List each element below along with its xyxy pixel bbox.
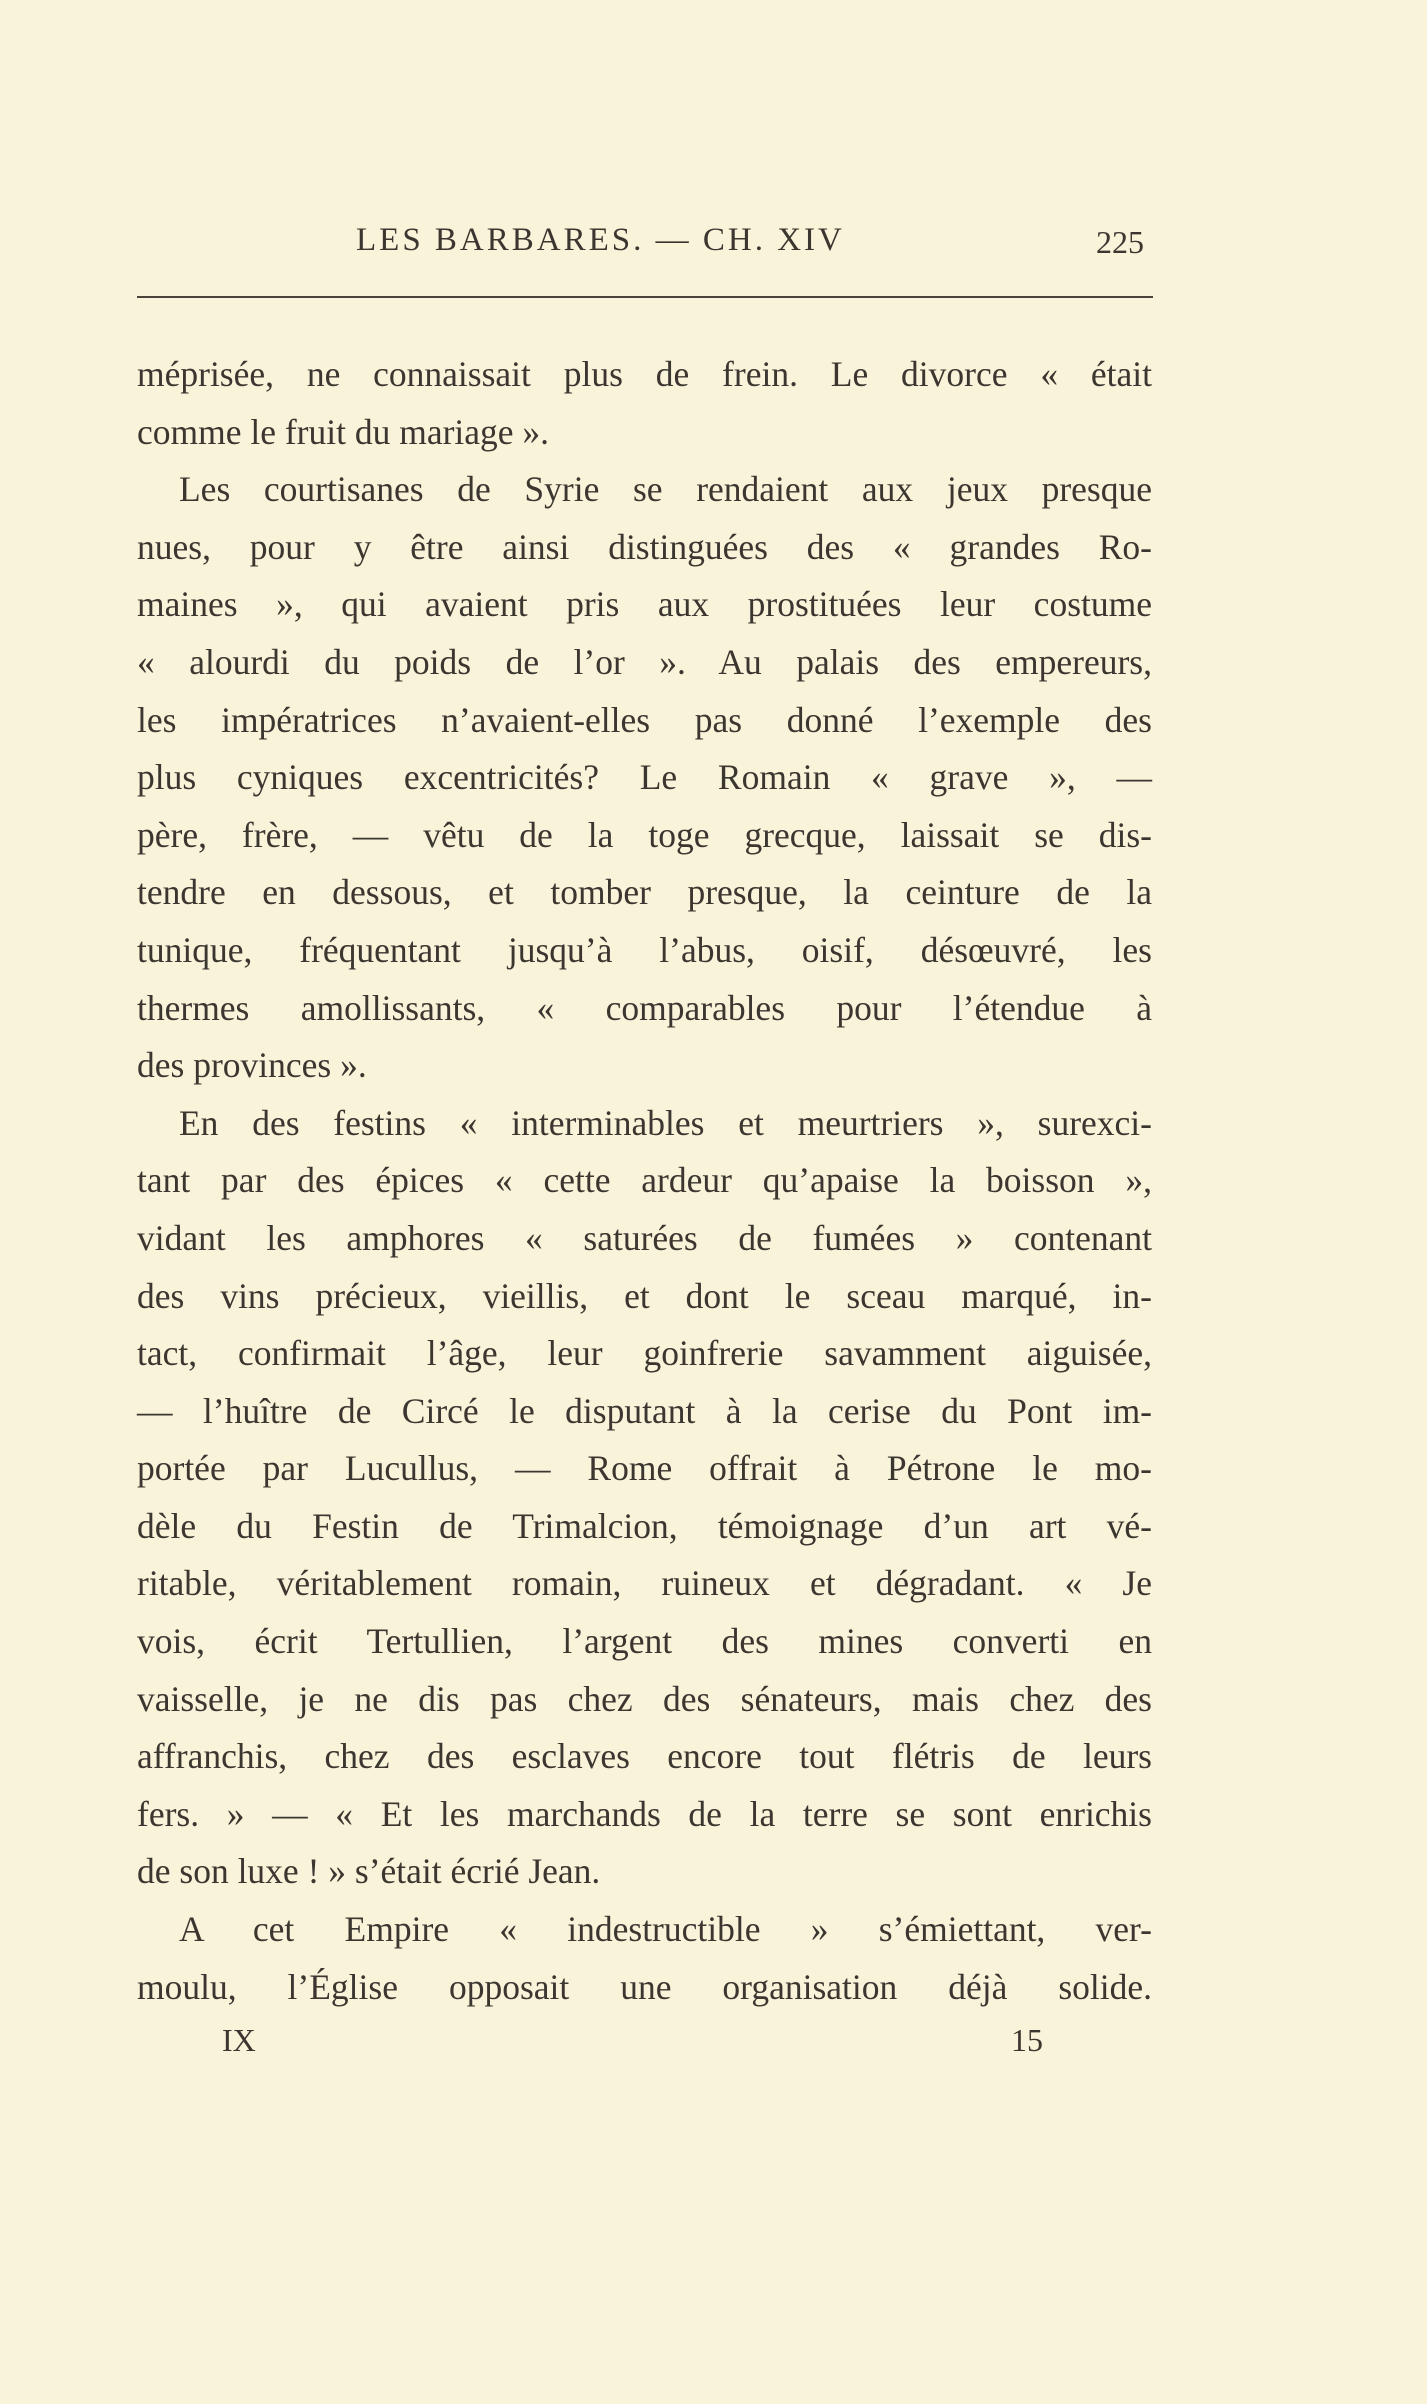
running-title: LES BARBARES. — CH. XIV — [356, 222, 845, 258]
header-rule — [137, 296, 1153, 298]
text-line: vidant les amphores « saturées de fumées » contenant — [137, 1217, 1152, 1258]
text-line: A cet Empire « indestructible » s’émiettant, ver- — [179, 1909, 1152, 1950]
text-line: plus cyniques excentricités? Le Romain « grave », — — [137, 757, 1152, 798]
text-line: dèle du Festin de Trimalcion, témoignage d’un art vé- — [137, 1505, 1152, 1546]
page-number: 225 — [1096, 224, 1144, 260]
text-line: père, frère, — vêtu de la toge grecque, laissait se dis- — [137, 814, 1152, 855]
text-line: Les courtisanes de Syrie se rendaient aux jeux presque — [179, 469, 1152, 510]
text-line: comme le fruit du mariage ». — [137, 411, 550, 452]
body-text — [137, 346, 1152, 2016]
text-line: vaisselle, je ne dis pas chez des sénateurs, mais chez des — [137, 1678, 1152, 1719]
text-line: tunique, fréquentant jusqu’à l’abus, oisif, désœuvré, les — [137, 929, 1152, 970]
signature-mark: IX — [222, 2022, 256, 2058]
text-line: moulu, l’Église opposait une organisation déjà solide. — [137, 1966, 1152, 2007]
text-line: « alourdi du poids de l’or ». Au palais des empereurs, — [137, 641, 1152, 682]
text-line: méprisée, ne connaissait plus de frein. Le divorce « était — [137, 354, 1152, 394]
text-line: tact, confirmait l’âge, leur goinfrerie savamment aiguisée, — [137, 1333, 1152, 1374]
text-line: portée par Lucullus, — Rome offrait à Pétrone le mo- — [137, 1448, 1152, 1489]
text-line: — l’huître de Circé le disputant à la cerise du Pont im- — [137, 1390, 1152, 1431]
text-line: des provinces ». — [137, 1045, 367, 1086]
text-line: de son luxe ! » s’était écrié Jean. — [137, 1851, 601, 1892]
text-line: maines », qui avaient pris aux prostituées leur costume — [137, 584, 1152, 625]
text-line: affranchis, chez des esclaves encore tout flétris de leurs — [137, 1736, 1152, 1777]
quire-number: 15 — [1011, 2022, 1043, 2058]
text-line: ritable, véritablement romain, ruineux et dégradant. « Je — [137, 1563, 1152, 1604]
text-line: En des festins « interminables et meurtriers », surexci- — [179, 1102, 1152, 1143]
text-line: thermes amollissants, « comparables pour l’étendue à — [137, 987, 1152, 1028]
text-line: fers. » — « Et les marchands de la terre se sont enrichis — [137, 1793, 1152, 1834]
text-line: tant par des épices « cette ardeur qu’apaise la boisson », — [137, 1160, 1152, 1201]
text-line: les impératrices n’avaient-elles pas donné l’exemple des — [137, 699, 1152, 740]
text-line: tendre en dessous, et tomber presque, la ceinture de la — [137, 872, 1152, 913]
text-line: des vins précieux, vieillis, et dont le sceau marqué, in- — [137, 1275, 1152, 1316]
text-line: nues, pour y être ainsi distinguées des « grandes Ro- — [137, 526, 1152, 567]
text-line: vois, écrit Tertullien, l’argent des mines converti en — [137, 1621, 1152, 1662]
